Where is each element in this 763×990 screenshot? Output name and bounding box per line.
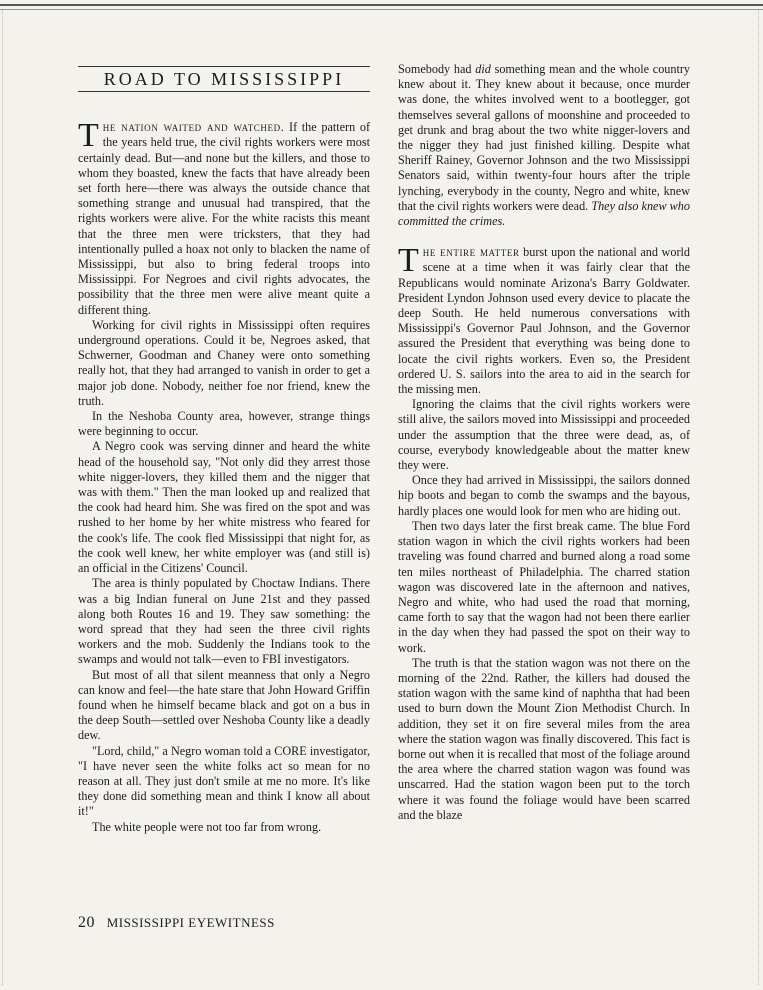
paragraph: A Negro cook was serving dinner and heard the white head of the household say, "Not only did they arrest those white nigger-lovers, they killed them and the nigger that was with them." Then the man looked up and realized that the cook had heard him. She was fired on the spot and was rushed to her home by her white mistress who feared for the cook's life. The cook fled Mississippi that night for, as the cook well knew, her white employer was (and still is) an official in the Citizens' Council. <box>78 439 370 576</box>
page-edge-right <box>758 10 759 985</box>
paragraph: Ignoring the claims that the civil rights workers were still alive, the sailors moved into Mississippi and proceeded under the assumption that the three were dead, as, of course, everybody knowledgeable about the matter knew they were. <box>398 397 690 473</box>
paragraph-text: If the pattern of the years held true, the civil rights workers were most certainly dead. But—and none but the killers, and those to whom they boasted, knew the facts that have already been set forth here—there was always the outside chance that something strange and unusual had transpired, that the rights workers were alive. For the white racists this meant that the three men were tricksters, that they had intentionally pulled a hoax not only to blacken the name of Mississippi, but also to bring federal troops into Mississippi. For Negroes and civil rights advocates, the possibility that the three men were alive meant quite a different thing. <box>78 120 371 317</box>
drop-cap: T <box>78 117 99 155</box>
paragraph: But most of all that silent meanness that only a Negro can know and feel—the hate stare that John Howard Griffin found when he himself became black and got on a bus in the deep South—settled over Neshoba County like a deadly dew. <box>78 667 370 743</box>
left-column <box>78 0 370 835</box>
lead-in: he entire matter <box>422 245 520 260</box>
title-rule-bottom <box>78 91 370 92</box>
paragraph: The truth is that the station wagon was not there on the morning of the 22nd. Rather, the killers had doused the station wagon with the same kind of naphtha that had been used to burn down the Mount Zion Methodist Church. In addition, they set it on fire several miles from the area where the station wagon was finally discovered. This fact is borne out when it is recalled that most of the foliage around the area where the charred station wagon was found was unscarred. Had the station wagon been put to the torch where it was found the foliage would have been scarred and the blaze <box>398 655 690 822</box>
paragraph-text: burst upon the national and world scene at a time when it was fairly clear that the Republicans would nominate Arizona's Barry Goldwater. President Lyndon Johnson used every device to placate the deep South. He held numerous conversations with Mississippi's Governor Paul Johnson, and the Governor assured the President that everything was being done to locate the civil rights workers. Even so, the President ordered U. S. sailors into the area to aid in the search for the missing men. <box>398 245 690 397</box>
page-number: 20 <box>78 914 95 931</box>
paragraph-text: something mean and the whole country knew about it. They knew about it because, once murder was done, the whites involved went to a bootlegger, got themselves several gallons of moonshine and proceeded to get drunk and brag about the two white nigger-lovers and the nigger they had just finished killing. Despite what Sheriff Rainey, Governor Johnson and the two Mississippi Senators said, within twenty-four hours after the triple lynching, everybody in the county, Negro and white, knew that the civil rights workers were dead. <box>398 62 691 213</box>
paragraph: Then two days later the first break came. The blue Ford station wagon in which the civil rights workers had been traveling was found charred and burned along a road some ten miles northeast of Philadelphia. The charred station wagon was discovered late in the afternoon and natives, Negro and white, who had used the road that morning, came forth to say that the wagon had not been there earlier in the day when they had passed the spot on their way to work. <box>398 518 690 655</box>
paragraph: The white people were not too far from wrong. <box>92 819 322 834</box>
publication-name: MISSISSIPPI EYEWITNESS <box>106 915 275 930</box>
article-title: ROAD TO MISSISSIPPI <box>103 69 345 89</box>
emphasis: They also knew who committed the crimes. <box>398 198 690 229</box>
drop-cap: T <box>398 242 419 280</box>
paragraph: In the Neshoba County area, however, strange things were beginning to occur. <box>78 409 370 439</box>
paragraph: Working for civil rights in Mississippi often requires underground operations. Could it be, Negroes asked, that Schwerner, Goodman and Chaney were onto something really hot, that they had arranged to vanish in order to get a major job done. Nobody, neither foe nor friend, knew the truth. <box>78 317 370 408</box>
paragraph <box>398 242 690 397</box>
page-footer <box>78 914 275 932</box>
paragraph: The area is thinly populated by Choctaw Indians. There was a big Indian funeral on June 21st and they passed along both Routes 16 and 19. They saw something: the word spread that they had seen the three civil rights workers and the mob. Suddenly the Indians took to the swamps and would not talk—even to FBI investigators. <box>78 576 370 667</box>
paragraph <box>78 117 371 318</box>
right-column <box>398 0 690 823</box>
emphasis: did <box>475 62 491 76</box>
page-edge-left <box>2 10 3 985</box>
paragraph-text: Somebody had <box>398 62 476 76</box>
lead-in: he nation waited and watched. <box>102 120 285 135</box>
paragraph: "Lord, child," a Negro woman told a CORE investigator, "I have never seen the white folks act so mean for no reason at all. They just don't smile at me no more. It's like they done did something mean and think I know all about it!" <box>78 743 370 819</box>
paragraph <box>398 62 690 229</box>
paragraph: Once they had arrived in Mississippi, the sailors donned hip boots and began to comb the swamps and the bayous, hardly places one would look for men who are hiding out. <box>398 473 690 518</box>
